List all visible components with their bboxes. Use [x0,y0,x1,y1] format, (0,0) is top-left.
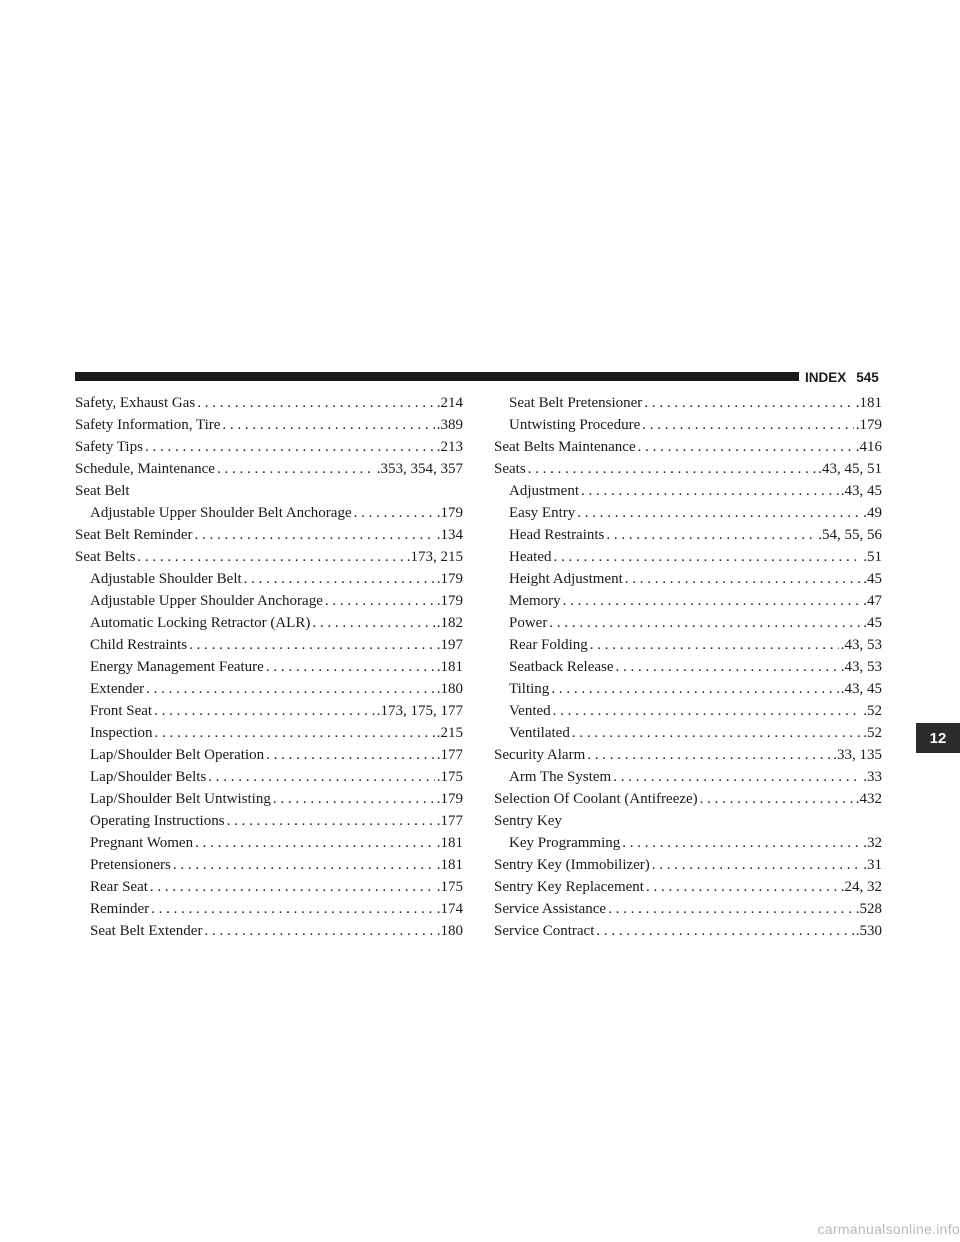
index-term: Adjustment [509,483,579,499]
index-entry [494,480,882,502]
index-term: Lap/Shoulder Belt Untwisting [90,791,271,807]
watermark: carmanualsonline.info [817,1221,960,1237]
chapter-tab: 12 [916,723,960,753]
index-entry [494,810,882,832]
page-references: .175 [436,769,463,785]
page-references: .47 [863,593,882,609]
dot-leader [616,656,839,678]
dot-leader [638,436,854,458]
dot-leader [194,524,434,546]
index-term: Seats [494,461,526,477]
index-term: Reminder [90,901,150,917]
dot-leader [146,678,435,700]
index-entry [75,744,463,766]
page-references: .24, 32 [840,879,882,895]
index-term: Child Restraints [90,637,188,653]
index-entry [75,612,463,634]
dot-leader [608,898,854,920]
page-references: .181 [436,857,463,873]
dot-leader [354,502,435,524]
index-column-right [494,392,882,942]
dot-leader [590,634,839,656]
index-entry [75,700,463,722]
index-entry [494,634,882,656]
index-term: Pretensioners [90,857,171,873]
page-references: .45 [863,615,882,631]
index-entry [494,920,882,942]
page-references: .45 [863,571,882,587]
page-references: .179 [436,571,463,587]
index-entry [494,502,882,524]
page-references: .54, 55, 56 [818,527,882,543]
dot-leader [549,612,861,634]
index-term: Pregnant Women [90,835,194,851]
index-entry [494,458,882,480]
index-entry [75,722,463,744]
index-term: Seatback Release [509,659,614,675]
index-term: Energy Management Feature [90,659,264,675]
index-column-left [75,392,463,942]
page-references: .530 [855,923,882,939]
page-references: .179 [436,505,463,521]
index-entry [75,898,463,920]
dot-leader [273,788,435,810]
index-entry [75,502,463,524]
page-references: .49 [863,505,882,521]
index-term: Automatic Locking Retractor (ALR) [90,615,311,631]
dot-leader [325,590,435,612]
index-entry [75,656,463,678]
dot-leader [613,766,861,788]
dot-leader [646,876,839,898]
index-entry [494,832,882,854]
index-term: Rear Folding [509,637,588,653]
dot-leader [197,392,435,414]
index-term: Service Assistance [494,901,607,917]
dot-leader [312,612,434,634]
dot-leader [587,744,831,766]
dot-leader [563,590,862,612]
index-term: Seat Belt Reminder [75,527,193,543]
page-references: .432 [855,791,882,807]
index-term: Vented [509,703,551,719]
page-references: .31 [863,857,882,873]
index-term: Easy Entry [509,505,576,521]
page-references: .213 [436,439,463,455]
index-entry [75,788,463,810]
index-term: Extender [90,681,145,697]
index-term: Power [509,615,548,631]
page-references: .179 [436,791,463,807]
index-term: Arm The System [509,769,612,785]
page-references: .179 [436,593,463,609]
dot-leader [642,414,854,436]
dot-leader [151,898,435,920]
page-references: .134 [436,527,463,543]
page-references: .43, 45 [840,483,882,499]
index-term: Front Seat [90,703,153,719]
index-entry [75,480,463,502]
index-term: Seat Belts Maintenance [494,439,636,455]
dot-leader [208,766,435,788]
index-entry [75,546,463,568]
index-term: Untwisting Procedure [509,417,641,433]
index-entry [75,524,463,546]
index-term: Seat Belt Pretensioner [509,395,643,411]
index-entry [494,524,882,546]
index-entry [494,414,882,436]
dot-leader [145,436,435,458]
index-entry [494,678,882,700]
index-entry [494,392,882,414]
page-references: .43, 45 [840,681,882,697]
index-entry [75,832,463,854]
page-header [805,369,925,385]
index-entry [75,458,463,480]
index-term: Sentry Key [494,813,562,829]
page-references: .215 [436,725,463,741]
index-term: Tilting [509,681,550,697]
dot-leader [528,458,817,480]
page-references: .180 [436,923,463,939]
dot-leader [551,678,838,700]
index-entry [75,854,463,876]
index-term: Safety Information, Tire [75,417,221,433]
index-entry [494,546,882,568]
page-number: 545 [856,369,879,385]
dot-leader [137,546,404,568]
dot-leader [581,480,839,502]
index-entry [75,810,463,832]
index-term: Heated [509,549,552,565]
index-term: Key Programming [509,835,621,851]
index-term: Selection Of Coolant (Antifreeze) [494,791,698,807]
page-references: .181 [436,835,463,851]
index-term: Seat Belt Extender [90,923,203,939]
index-term: Lap/Shoulder Belt Operation [90,747,265,763]
page-references: .175 [436,879,463,895]
page-references: .197 [436,637,463,653]
index-entry [494,612,882,634]
page-references: .43, 45, 51 [818,461,882,477]
index-term: Schedule, Maintenance [75,461,215,477]
page-references: .181 [855,395,882,411]
dot-leader [222,414,434,436]
index-term: Sentry Key (Immobilizer) [494,857,650,873]
dot-leader [195,832,435,854]
index-term: Seat Belts [75,549,136,565]
dot-leader [217,458,375,480]
index-term: Inspection [90,725,153,741]
page-references: .181 [436,659,463,675]
dot-leader [173,854,435,876]
page-references: .177 [436,747,463,763]
index-term: Safety Tips [75,439,143,455]
page-references: .214 [436,395,463,411]
page-references: .33, 135 [833,747,882,763]
page-references: .528 [855,901,882,917]
index-term: Head Restraints [509,527,605,543]
page-references: .52 [863,725,882,741]
page-references: .174 [436,901,463,917]
index-entry [75,920,463,942]
dot-leader [652,854,861,876]
index-entry [494,744,882,766]
index-term: Ventilated [509,725,570,741]
index-entry [494,590,882,612]
dot-leader [154,722,434,744]
page-references: .182 [436,615,463,631]
dot-leader [154,700,375,722]
page-references: .43, 53 [840,659,882,675]
index-entry [494,568,882,590]
page-references: .173, 215 [406,549,463,565]
index-entry [494,876,882,898]
index-entry [494,898,882,920]
index-entry [494,722,882,744]
dot-leader [244,568,435,590]
page-references: .173, 175, 177 [376,703,463,719]
index-term: Sentry Key Replacement [494,879,644,895]
dot-leader [227,810,435,832]
index-term: Adjustable Upper Shoulder Anchorage [90,593,323,609]
dot-leader [577,502,861,524]
index-term: Adjustable Upper Shoulder Belt Anchorage [90,505,352,521]
dot-leader [553,546,861,568]
page-references: .43, 53 [840,637,882,653]
page-references: .389 [436,417,463,433]
index-entry [494,854,882,876]
dot-leader [622,832,861,854]
dot-leader [572,722,861,744]
page-references: .179 [855,417,882,433]
index-term: Operating Instructions [90,813,225,829]
header-rule [75,372,799,381]
index-entry [75,678,463,700]
dot-leader [189,634,435,656]
page-references: .51 [863,549,882,565]
index-entry [75,634,463,656]
index-entry [75,876,463,898]
dot-leader [266,656,435,678]
index-entry [75,414,463,436]
page-references: .177 [436,813,463,829]
page-references: .52 [863,703,882,719]
dot-leader [204,920,434,942]
index-entry [75,590,463,612]
index-entry [75,568,463,590]
index-term: Rear Seat [90,879,148,895]
dot-leader [596,920,853,942]
index-term: Security Alarm [494,747,586,763]
dot-leader [644,392,853,414]
index-term: Height Adjustment [509,571,623,587]
dot-leader [700,788,854,810]
page-references: .353, 354, 357 [376,461,463,477]
page-references: .33 [863,769,882,785]
page-references: .32 [863,835,882,851]
index-entry [494,766,882,788]
index-entry [75,766,463,788]
dot-leader [150,876,435,898]
index-term: Safety, Exhaust Gas [75,395,196,411]
index-entry [494,700,882,722]
index-term: Adjustable Shoulder Belt [90,571,242,587]
dot-leader [266,744,435,766]
index-entry [494,656,882,678]
index-term: Memory [509,593,561,609]
dot-leader [553,700,862,722]
index-entry [494,436,882,458]
section-title: INDEX [805,369,847,385]
index-term: Service Contract [494,923,595,939]
page-references: .416 [855,439,882,455]
index-entry [75,392,463,414]
index-term: Seat Belt [75,483,130,499]
index-entry [494,788,882,810]
dot-leader [606,524,816,546]
page-references: .180 [436,681,463,697]
dot-leader [625,568,862,590]
index-term: Lap/Shoulder Belts [90,769,207,785]
index-entry [75,436,463,458]
